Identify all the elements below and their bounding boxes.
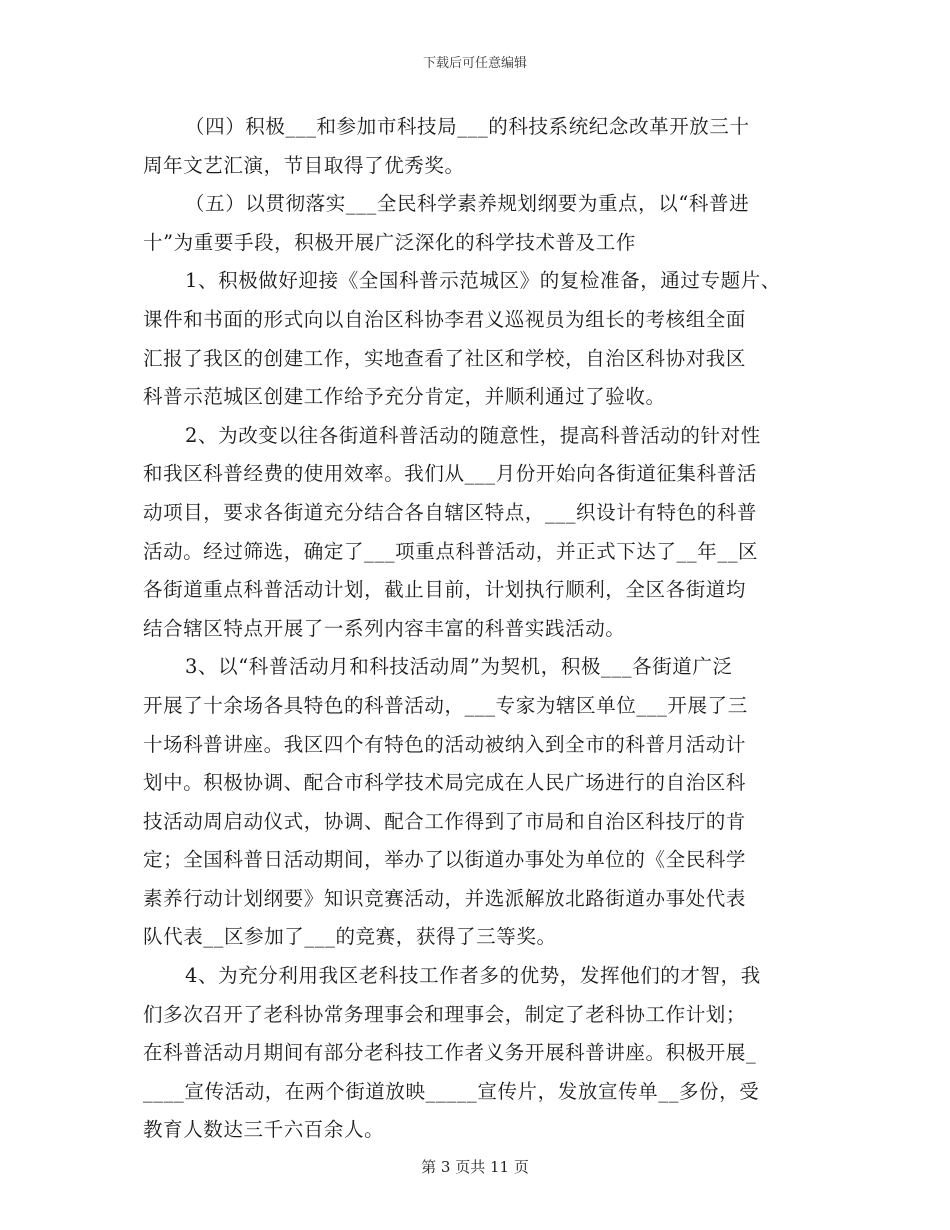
- paragraph-line: 十场科普讲座。我区四个有特色的活动被纳入到全市的科普月活动计: [143, 732, 747, 756]
- page-number: 第 3 页共 11 页: [421, 1158, 529, 1176]
- paragraph-line: 十”为重要手段，积极开展广泛深化的科学技术普及工作: [143, 230, 636, 254]
- paragraph-line: 开展了十余场各具特色的科普活动，___专家为辖区单位___开展了三: [143, 693, 748, 717]
- paragraph-line: 汇报了我区的创建工作，实地查看了社区和学校，自治区科协对我区: [143, 346, 747, 370]
- paragraph-line: 和我区科普经费的使用效率。我们从___月份开始向各街道征集科普活: [143, 462, 757, 486]
- page-header: 下载后可任意编辑: [422, 56, 527, 71]
- paragraph-line: 结合辖区特点开展了一系列内容丰富的科普实践活动。: [143, 616, 626, 640]
- paragraph-line: 课件和书面的形式向以自治区科协李君义巡视员为组长的考核组全面: [143, 307, 747, 331]
- paragraph-line: 科普示范城区创建工作给予充分肯定，并顺利通过了验收。: [143, 385, 666, 409]
- paragraph-line: 素养行动计划纲要》知识竞赛活动，并选派解放北路街道办事处代表: [143, 886, 747, 910]
- paragraph-line: ____宣传活动，在两个街道放映_____宣传片，发放宣传单__多份，受: [143, 1079, 760, 1103]
- paragraph-line: 在科普活动月期间有部分老科技工作者义务开展科普讲座。积极开展_: [143, 1041, 757, 1065]
- paragraph-line: 各街道重点科普活动计划，截止目前，计划执行顺利，全区各街道均: [143, 578, 747, 602]
- paragraph-line: 技活动周启动仪式，协调、配合工作得到了市局和自治区科技厅的肯: [143, 809, 747, 833]
- paragraph-line: 周年文艺汇演，节目取得了优秀奖。: [143, 153, 465, 177]
- paragraph-first-line: （五）以贯彻落实___全民科学素养规划纲要为重点，以“科普进: [185, 192, 750, 216]
- paragraph-first-line: （四）积极___和参加市科技局___的科技系统纪念改革开放三十: [185, 115, 750, 138]
- paragraph-line: 划中。积极协调、配合市科学技术局完成在人民广场进行的自治区科: [143, 771, 747, 795]
- paragraph-line: 教育人数达三千六百余人。: [143, 1118, 385, 1142]
- paragraph-line: 活动。经过筛选，确定了___项重点科普活动，并正式下达了__年__区: [143, 539, 759, 563]
- paragraph-first-line: 4、为充分利用我区老科技工作者多的优势，发挥他们的才智，我: [185, 964, 761, 988]
- paragraph-first-line: 1、积极做好迎接《全国科普示范城区》的复检准备，通过专题片、: [185, 269, 781, 293]
- paragraph-line: 动项目，要求各街道充分结合各自辖区特点，___织设计有特色的科普: [143, 500, 757, 524]
- paragraph-first-line: 2、为改变以往各街道科普活动的随意性，提高科普活动的针对性: [185, 423, 761, 447]
- paragraph-line: 们多次召开了老科协常务理事会和理事会，制定了老科协工作计划；: [143, 1002, 747, 1026]
- paragraph-line: 定；全国科普日活动期间，举办了以街道办事处为单位的《全民科学: [143, 848, 747, 872]
- document-body: [143, 108, 823, 1150]
- paragraph-line: 队代表__区参加了___的竞赛，获得了三等奖。: [143, 925, 557, 949]
- paragraph-first-line: 3、以“科普活动月和科技活动周”为契机，积极___各街道广泛: [185, 655, 733, 679]
